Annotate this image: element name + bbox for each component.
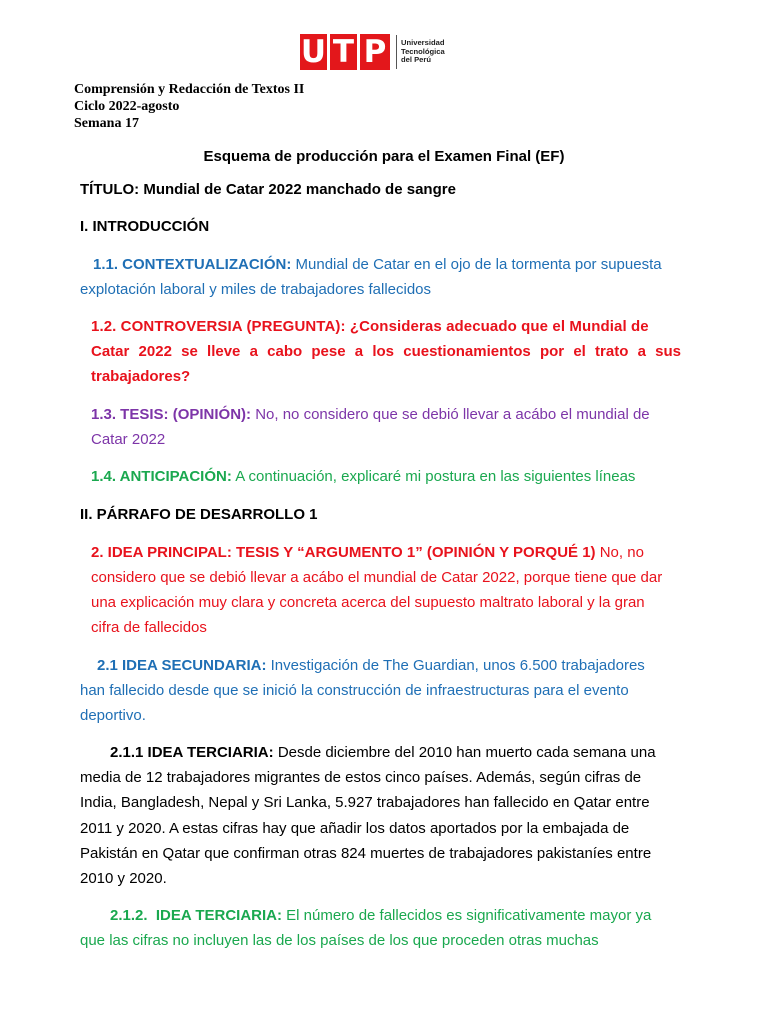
idea-principal-line-4: cifra de fallecidos	[91, 619, 207, 636]
idea-secundaria-label: 2.1 IDEA SECUNDARIA:	[97, 657, 267, 674]
idea-principal-line-2: considero que se debió llevar a acábo el mundial de Catar 2022, porque tiene que dar	[91, 569, 663, 586]
contextualizacion-label: 1.1. CONTEXTUALIZACIÓN:	[93, 256, 292, 273]
section-desarrollo-heading: II. PÁRRAFO DE DESARROLLO 1	[80, 506, 318, 523]
idea-terciaria-2-line-2: que las cifras no incluyen las de los países de los que proceden otras muchas	[80, 932, 599, 949]
idea-terciaria-1-line-1	[110, 740, 656, 765]
week-label: Semana 17	[74, 116, 139, 131]
anticipacion-line	[91, 464, 635, 489]
idea-principal-line-3: una explicación muy clara y concreta acerca del supuesto maltrato laboral y la gran	[91, 594, 645, 611]
logo-divider	[396, 35, 397, 69]
idea-terciaria-1-line-6: 2010 y 2020.	[80, 870, 167, 887]
tesis-line-1	[91, 402, 650, 427]
document-title: Esquema de producción para el Examen Final (EF)	[203, 148, 565, 165]
utp-logo-mark	[300, 34, 390, 70]
idea-secundaria-line-1	[97, 653, 645, 678]
section-introduccion-heading: I. INTRODUCCIÓN	[80, 218, 210, 235]
idea-terciaria-2-label: 2.1.2. IDEA TERCIARIA:	[110, 907, 282, 924]
contextualizacion-line-2: explotación laboral y miles de trabajadores fallecidos	[80, 281, 432, 298]
controversia-line-2: Catar 2022 se lleve a cabo pese a los cuestionamientos por el trato a sus	[91, 343, 681, 360]
idea-principal-line-1	[91, 540, 644, 565]
idea-terciaria-1-label: 2.1.1 IDEA TERCIARIA:	[110, 744, 274, 761]
idea-terciaria-1-line-4: 2011 y 2020. A estas cifras hay que añadir los datos aportados por la embajada de	[80, 820, 630, 837]
anticipacion-label: 1.4. ANTICIPACIÓN:	[91, 468, 232, 485]
course-name: Comprensión y Redacción de Textos II	[74, 82, 305, 97]
cycle-label: Ciclo 2022-agosto	[74, 99, 180, 114]
idea-terciaria-1-line-2: media de 12 trabajadores migrantes de estos cinco países. Además, según cifras de	[80, 769, 642, 786]
idea-secundaria-line-2: han fallecido desde que se inició la construcción de infraestructuras para el evento	[80, 682, 629, 699]
logo-text-line: Tecnológica	[401, 46, 445, 56]
tesis-text: No, no considero que se debió llevar a acábo el mundial de	[255, 406, 650, 423]
controversia-line-1: 1.2. CONTROVERSIA (PREGUNTA): ¿Consideras adecuado que el Mundial de	[91, 318, 649, 335]
controversia-line-3: trabajadores?	[91, 368, 191, 385]
logo-letter-u: U	[300, 34, 330, 70]
idea-terciaria-1-line-5: Pakistán en Qatar que confirman otras 824 muertes de trabajadores pakistaníes entre	[80, 845, 652, 862]
contextualizacion-text: Mundial de Catar en el ojo de la tormenta por supuesta	[295, 256, 662, 273]
anticipacion-text: A continuación, explicaré mi postura en las siguientes líneas	[235, 468, 636, 485]
idea-secundaria-line-3: deportivo.	[80, 707, 146, 724]
idea-principal-text: No, no	[599, 544, 644, 561]
contextualizacion-line-1	[93, 252, 662, 277]
tesis-line-2: Catar 2022	[91, 431, 166, 448]
idea-terciaria-1-line-3: India, Bangladesh, Nepal y Sri Lanka, 5.927 trabajadores han fallecido en Qatar entre	[80, 794, 650, 811]
essay-title: TÍTULO: Mundial de Catar 2022 manchado de sangre	[80, 181, 456, 198]
idea-principal-label: 2. IDEA PRINCIPAL: TESIS Y “ARGUMENTO 1” (OPINIÓN Y PORQUÉ 1)	[91, 544, 596, 561]
logo-letter-t: T	[330, 34, 360, 70]
idea-terciaria-2-line-1	[110, 903, 651, 928]
idea-terciaria-1-text: Desde diciembre del 2010 han muerto cada semana una	[277, 744, 656, 761]
idea-terciaria-2-text: El número de fallecidos es significativamente mayor ya	[286, 907, 652, 924]
logo-letter-p: P	[363, 34, 387, 70]
logo-university-name	[401, 39, 445, 65]
tesis-label: 1.3. TESIS: (OPINIÓN):	[91, 406, 252, 423]
utp-logo	[300, 34, 445, 70]
logo-text-line: del Perú	[401, 55, 431, 65]
idea-secundaria-text: Investigación de The Guardian, unos 6.500 trabajadores	[270, 657, 645, 674]
logo-text-line: Universidad	[401, 38, 445, 48]
